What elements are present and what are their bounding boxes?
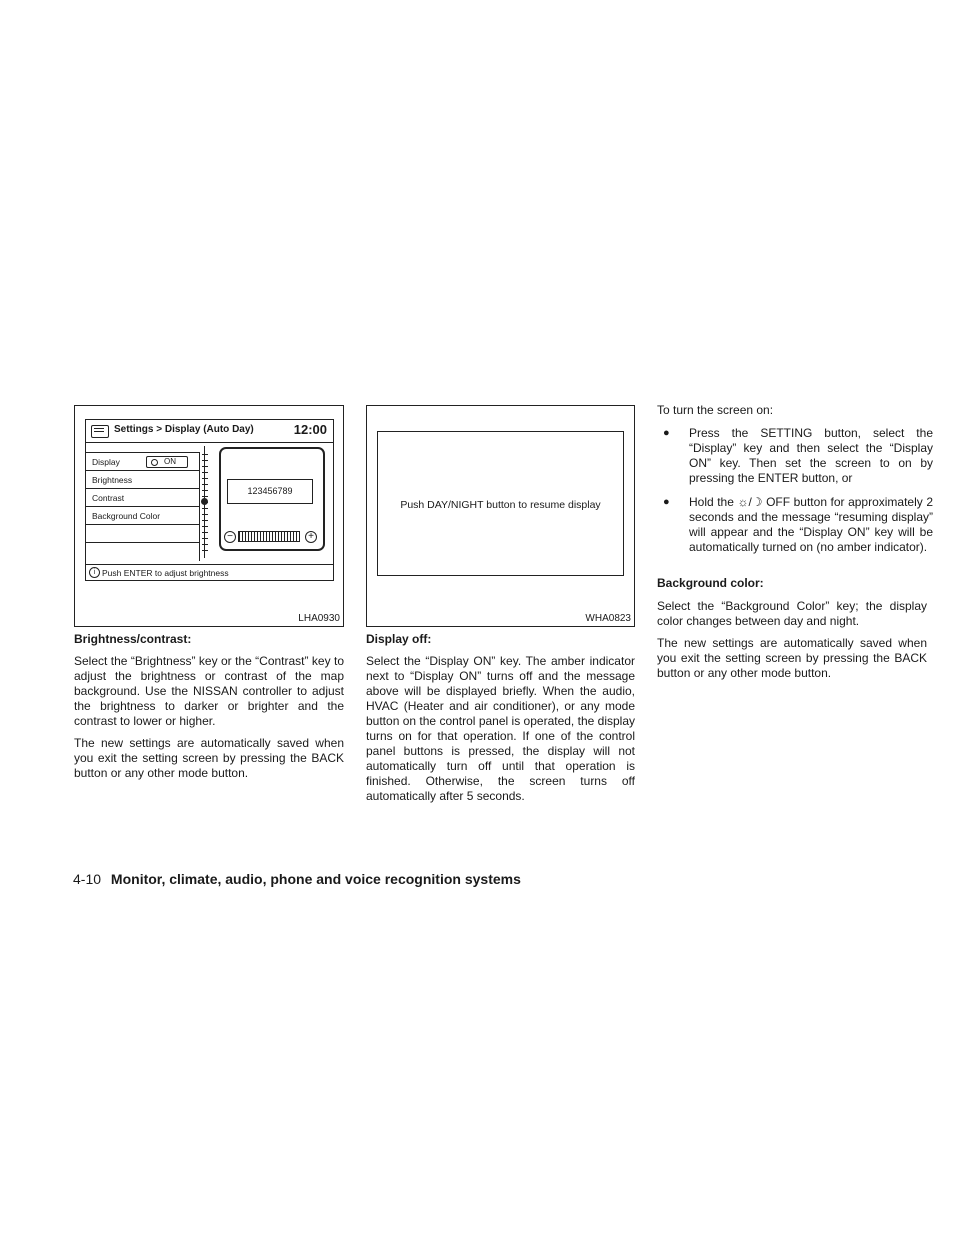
display-off-paragraph: Select the “Display ON” key. The amber indicator next to “Display ON” turns off and the message above will be displayed briefly. When the audio, HVAC (Heater and air conditioner), or any mode button on the control panel is operated, the display turns on for that operation. If one of the control panel buttons is pressed, the display will not automatically turn off until that operation is finished. Otherwise, the screen turns off automatically after 5 seconds. bbox=[366, 654, 635, 803]
menu-item-background-color[interactable]: Background Color bbox=[86, 507, 199, 525]
figure-display-off bbox=[366, 405, 635, 627]
section-heading-display-off: Display off: bbox=[366, 632, 432, 646]
figure-settings-display bbox=[74, 405, 344, 627]
bullet-text-start: Hold the bbox=[689, 495, 734, 509]
turn-on-intro: To turn the screen on: bbox=[657, 403, 774, 417]
menu-item-contrast[interactable]: Contrast bbox=[86, 489, 199, 507]
preview-number: 123456789 bbox=[247, 486, 293, 496]
minus-icon[interactable]: − bbox=[224, 531, 236, 543]
menu-item-empty bbox=[86, 525, 199, 543]
resume-display-message: Push DAY/NIGHT button to resume display bbox=[400, 499, 601, 511]
screen-header-title: Settings > Display (Auto Day) bbox=[114, 424, 254, 435]
bullet-text: Press the SETTING button, select the “Display” key and then select the “Display ON” key. Then set the screen to on by pressing the ENTER button, or bbox=[689, 426, 933, 485]
menu-item-display[interactable] bbox=[86, 453, 199, 471]
preview-number-box bbox=[227, 479, 313, 504]
bullet-text-rest: OFF button for approximately 2 seconds and the message “resuming display” will appear and the “Display ON” key will be automatically turned on (no amber indicator). bbox=[689, 495, 933, 554]
plus-icon[interactable]: + bbox=[305, 531, 317, 543]
info-icon: i bbox=[89, 567, 100, 578]
display-toggle-label: ON bbox=[164, 457, 176, 466]
page-footer bbox=[73, 871, 521, 887]
menu-item-brightness[interactable]: Brightness bbox=[86, 471, 199, 489]
indicator-circle-icon bbox=[151, 459, 158, 466]
bullet-icon: ● bbox=[663, 427, 670, 439]
level-bar bbox=[238, 531, 300, 542]
section-heading-background-color: Background color: bbox=[657, 576, 764, 590]
preview-panel bbox=[219, 447, 325, 551]
chapter-title: Monitor, climate, audio, phone and voice recognition systems bbox=[110, 871, 521, 887]
menu-item-label: Display bbox=[92, 457, 120, 467]
day-night-icon: ☼/☽ bbox=[737, 495, 763, 509]
figure-code: WHA0823 bbox=[585, 613, 631, 624]
bullet-icon: ● bbox=[663, 496, 670, 508]
status-text: Push ENTER to adjust brightness bbox=[102, 568, 229, 578]
brightness-slider[interactable] bbox=[202, 446, 212, 558]
section-heading-brightness-contrast: Brightness/contrast: bbox=[74, 632, 192, 646]
menu-item-empty bbox=[86, 543, 199, 561]
display-off-screen bbox=[377, 431, 624, 576]
settings-menu bbox=[86, 452, 200, 561]
screen-header bbox=[86, 420, 333, 443]
status-bar bbox=[86, 564, 333, 581]
background-color-paragraph-1: Select the “Background Color” key; the display color changes between day and night. bbox=[657, 599, 927, 628]
settings-icon bbox=[91, 425, 109, 438]
background-color-paragraph-2: The new settings are automatically saved when you exit the setting screen by pressing the BACK button or any other mode button. bbox=[657, 636, 927, 680]
figure-code: LHA0930 bbox=[298, 613, 340, 624]
brightness-paragraph-1: Select the “Brightness” key or the “Contrast” key to adjust the brightness or contrast of the map background. Use the NISSAN controller to adjust the brightness to darker or brighter and the contrast to lower or higher. bbox=[74, 654, 344, 728]
display-toggle[interactable] bbox=[146, 456, 188, 468]
page-number: 4-10 bbox=[73, 871, 102, 887]
slider-knob[interactable] bbox=[201, 498, 208, 505]
clock-time: 12:00 bbox=[293, 422, 327, 437]
settings-screen bbox=[85, 419, 334, 581]
brightness-paragraph-2: The new settings are automatically saved when you exit the setting screen by pressing the BACK button or any other mode button. bbox=[74, 736, 344, 780]
